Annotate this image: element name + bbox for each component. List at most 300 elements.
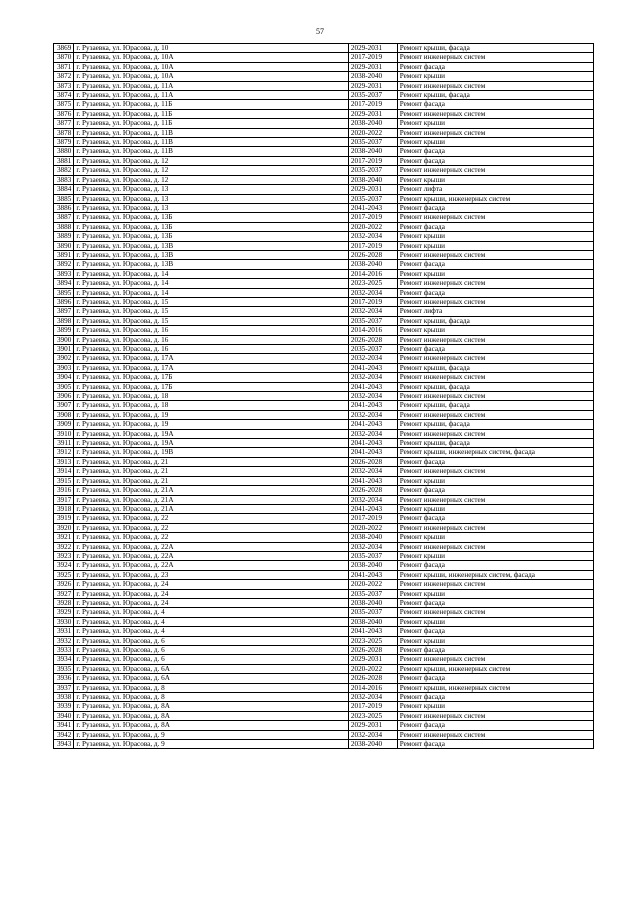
work-type-cell: Ремонт крыши, инженерных систем, фасада xyxy=(397,570,593,579)
period-cell: 2032-2034 xyxy=(348,730,397,739)
work-type-cell: Ремонт инженерных систем xyxy=(397,730,593,739)
row-number-cell: 3882 xyxy=(54,166,74,175)
period-cell: 2041-2043 xyxy=(348,504,397,513)
row-number-cell: 3916 xyxy=(54,486,74,495)
work-type-cell: Ремонт инженерных систем xyxy=(397,213,593,222)
table-row xyxy=(54,109,594,118)
work-type-cell: Ремонт инженерных систем xyxy=(397,81,593,90)
address-cell: г. Рузаевка, ул. Юрасова, д. 21 xyxy=(74,476,349,485)
period-cell: 2029-2031 xyxy=(348,81,397,90)
table-row xyxy=(54,683,594,692)
address-cell: г. Рузаевка, ул. Юрасова, д. 22 xyxy=(74,533,349,542)
work-type-cell: Ремонт крыши xyxy=(397,476,593,485)
row-number-cell: 3939 xyxy=(54,702,74,711)
period-cell: 2029-2031 xyxy=(348,721,397,730)
address-cell: г. Рузаевка, ул. Юрасова, д. 18 xyxy=(74,401,349,410)
period-cell: 2029-2031 xyxy=(348,44,397,53)
period-cell: 2041-2043 xyxy=(348,363,397,372)
work-type-cell: Ремонт фасада xyxy=(397,222,593,231)
work-type-cell: Ремонт крыши xyxy=(397,326,593,335)
work-type-cell: Ремонт инженерных систем xyxy=(397,166,593,175)
address-cell: г. Рузаевка, ул. Юрасова, д. 15 xyxy=(74,307,349,316)
address-cell: г. Рузаевка, ул. Юрасова, д. 12 xyxy=(74,156,349,165)
table-row xyxy=(54,467,594,476)
table-row xyxy=(54,326,594,335)
period-cell: 2023-2025 xyxy=(348,711,397,720)
table-row xyxy=(54,156,594,165)
address-cell: г. Рузаевка, ул. Юрасова, д. 15 xyxy=(74,297,349,306)
table-row xyxy=(54,580,594,589)
work-type-cell: Ремонт фасада xyxy=(397,627,593,636)
period-cell: 2032-2034 xyxy=(348,542,397,551)
row-number-cell: 3940 xyxy=(54,711,74,720)
address-cell: г. Рузаевка, ул. Юрасова, д. 13 xyxy=(74,203,349,212)
work-type-cell: Ремонт инженерных систем xyxy=(397,250,593,259)
row-number-cell: 3899 xyxy=(54,326,74,335)
row-number-cell: 3900 xyxy=(54,335,74,344)
address-cell: г. Рузаевка, ул. Юрасова, д. 13В xyxy=(74,250,349,259)
row-number-cell: 3881 xyxy=(54,156,74,165)
row-number-cell: 3875 xyxy=(54,100,74,109)
row-number-cell: 3912 xyxy=(54,448,74,457)
work-type-cell: Ремонт инженерных систем xyxy=(397,373,593,382)
work-type-cell: Ремонт крыши xyxy=(397,617,593,626)
address-cell: г. Рузаевка, ул. Юрасова, д. 16 xyxy=(74,326,349,335)
period-cell: 2017-2019 xyxy=(348,702,397,711)
row-number-cell: 3905 xyxy=(54,382,74,391)
row-number-cell: 3876 xyxy=(54,109,74,118)
address-cell: г. Рузаевка, ул. Юрасова, д. 14 xyxy=(74,288,349,297)
period-cell: 2023-2025 xyxy=(348,279,397,288)
row-number-cell: 3920 xyxy=(54,523,74,532)
table-row xyxy=(54,100,594,109)
address-cell: г. Рузаевка, ул. Юрасова, д. 11Б xyxy=(74,119,349,128)
row-number-cell: 3891 xyxy=(54,250,74,259)
row-number-cell: 3903 xyxy=(54,363,74,372)
row-number-cell: 3935 xyxy=(54,664,74,673)
work-type-cell: Ремонт инженерных систем xyxy=(397,711,593,720)
address-cell: г. Рузаевка, ул. Юрасова, д. 11В xyxy=(74,147,349,156)
work-type-cell: Ремонт фасада xyxy=(397,345,593,354)
row-number-cell: 3933 xyxy=(54,646,74,655)
work-type-cell: Ремонт крыши, фасада xyxy=(397,420,593,429)
address-cell: г. Рузаевка, ул. Юрасова, д. 13 xyxy=(74,194,349,203)
row-number-cell: 3887 xyxy=(54,213,74,222)
address-cell: г. Рузаевка, ул. Юрасова, д. 12 xyxy=(74,175,349,184)
work-type-cell: Ремонт фасада xyxy=(397,674,593,683)
table-row xyxy=(54,711,594,720)
table-row xyxy=(54,721,594,730)
work-type-cell: Ремонт инженерных систем xyxy=(397,495,593,504)
work-type-cell: Ремонт фасада xyxy=(397,598,593,607)
address-cell: г. Рузаевка, ул. Юрасова, д. 22А xyxy=(74,551,349,560)
table-row xyxy=(54,542,594,551)
row-number-cell: 3879 xyxy=(54,138,74,147)
work-type-cell: Ремонт инженерных систем xyxy=(397,410,593,419)
table-body xyxy=(54,44,594,749)
address-cell: г. Рузаевка, ул. Юрасова, д. 22А xyxy=(74,542,349,551)
row-number-cell: 3926 xyxy=(54,580,74,589)
period-cell: 2038-2040 xyxy=(348,598,397,607)
period-cell: 2038-2040 xyxy=(348,175,397,184)
address-cell: г. Рузаевка, ул. Юрасова, д. 6 xyxy=(74,636,349,645)
table-row xyxy=(54,401,594,410)
row-number-cell: 3874 xyxy=(54,91,74,100)
table-row xyxy=(54,420,594,429)
row-number-cell: 3919 xyxy=(54,514,74,523)
table-row xyxy=(54,523,594,532)
work-type-cell: Ремонт крыши, фасада xyxy=(397,382,593,391)
address-cell: г. Рузаевка, ул. Юрасова, д. 19А xyxy=(74,439,349,448)
address-cell: г. Рузаевка, ул. Юрасова, д. 19 xyxy=(74,410,349,419)
period-cell: 2038-2040 xyxy=(348,260,397,269)
row-number-cell: 3885 xyxy=(54,194,74,203)
address-cell: г. Рузаевка, ул. Юрасова, д. 21А xyxy=(74,495,349,504)
row-number-cell: 3884 xyxy=(54,185,74,194)
address-cell: г. Рузаевка, ул. Юрасова, д. 16 xyxy=(74,335,349,344)
address-cell: г. Рузаевка, ул. Юрасова, д. 4 xyxy=(74,627,349,636)
row-number-cell: 3889 xyxy=(54,232,74,241)
table-row xyxy=(54,646,594,655)
address-cell: г. Рузаевка, ул. Юрасова, д. 10 xyxy=(74,44,349,53)
table-row xyxy=(54,345,594,354)
work-type-cell: Ремонт фасада xyxy=(397,486,593,495)
table-row xyxy=(54,533,594,542)
table-row xyxy=(54,297,594,306)
address-cell: г. Рузаевка, ул. Юрасова, д. 6 xyxy=(74,646,349,655)
address-cell: г. Рузаевка, ул. Юрасова, д. 8 xyxy=(74,683,349,692)
work-type-cell: Ремонт лифта xyxy=(397,307,593,316)
address-cell: г. Рузаевка, ул. Юрасова, д. 10А xyxy=(74,72,349,81)
row-number-cell: 3893 xyxy=(54,269,74,278)
address-cell: г. Рузаевка, ул. Юрасова, д. 21 xyxy=(74,467,349,476)
work-type-cell: Ремонт фасада xyxy=(397,288,593,297)
address-cell: г. Рузаевка, ул. Юрасова, д. 24 xyxy=(74,580,349,589)
row-number-cell: 3909 xyxy=(54,420,74,429)
period-cell: 2017-2019 xyxy=(348,514,397,523)
row-number-cell: 3869 xyxy=(54,44,74,53)
period-cell: 2032-2034 xyxy=(348,429,397,438)
work-type-cell: Ремонт крыши, фасада xyxy=(397,44,593,53)
row-number-cell: 3918 xyxy=(54,504,74,513)
table-row xyxy=(54,354,594,363)
table-row xyxy=(54,72,594,81)
row-number-cell: 3921 xyxy=(54,533,74,542)
work-type-cell: Ремонт инженерных систем xyxy=(397,655,593,664)
row-number-cell: 3902 xyxy=(54,354,74,363)
table-row xyxy=(54,608,594,617)
address-cell: г. Рузаевка, ул. Юрасова, д. 11Б xyxy=(74,109,349,118)
row-number-cell: 3878 xyxy=(54,128,74,137)
row-number-cell: 3895 xyxy=(54,288,74,297)
table-row xyxy=(54,241,594,250)
row-number-cell: 3886 xyxy=(54,203,74,212)
work-type-cell: Ремонт фасада xyxy=(397,561,593,570)
table-row xyxy=(54,504,594,513)
period-cell: 2029-2031 xyxy=(348,62,397,71)
address-cell: г. Рузаевка, ул. Юрасова, д. 19 xyxy=(74,420,349,429)
address-cell: г. Рузаевка, ул. Юрасова, д. 14 xyxy=(74,269,349,278)
period-cell: 2026-2028 xyxy=(348,674,397,683)
row-number-cell: 3896 xyxy=(54,297,74,306)
period-cell: 2026-2028 xyxy=(348,457,397,466)
address-cell: г. Рузаевка, ул. Юрасова, д. 19В xyxy=(74,448,349,457)
period-cell: 2032-2034 xyxy=(348,495,397,504)
period-cell: 2032-2034 xyxy=(348,373,397,382)
work-type-cell: Ремонт инженерных систем xyxy=(397,580,593,589)
work-type-cell: Ремонт фасада xyxy=(397,740,593,749)
row-number-cell: 3910 xyxy=(54,429,74,438)
work-type-cell: Ремонт крыши xyxy=(397,232,593,241)
row-number-cell: 3877 xyxy=(54,119,74,128)
work-type-cell: Ремонт фасада xyxy=(397,457,593,466)
period-cell: 2032-2034 xyxy=(348,288,397,297)
work-type-cell: Ремонт инженерных систем xyxy=(397,429,593,438)
table-row xyxy=(54,91,594,100)
row-number-cell: 3890 xyxy=(54,241,74,250)
table-row xyxy=(54,269,594,278)
address-cell: г. Рузаевка, ул. Юрасова, д. 13Б xyxy=(74,222,349,231)
period-cell: 2035-2037 xyxy=(348,316,397,325)
work-type-cell: Ремонт крыши xyxy=(397,702,593,711)
period-cell: 2017-2019 xyxy=(348,297,397,306)
period-cell: 2041-2043 xyxy=(348,401,397,410)
work-type-cell: Ремонт инженерных систем xyxy=(397,335,593,344)
table-row xyxy=(54,674,594,683)
table-row xyxy=(54,81,594,90)
table-row xyxy=(54,476,594,485)
address-cell: г. Рузаевка, ул. Юрасова, д. 15 xyxy=(74,316,349,325)
period-cell: 2017-2019 xyxy=(348,100,397,109)
work-type-cell: Ремонт крыши xyxy=(397,241,593,250)
work-type-cell: Ремонт фасада xyxy=(397,260,593,269)
period-cell: 2017-2019 xyxy=(348,156,397,165)
table-row xyxy=(54,373,594,382)
period-cell: 2035-2037 xyxy=(348,91,397,100)
work-type-cell: Ремонт фасада xyxy=(397,62,593,71)
period-cell: 2029-2031 xyxy=(348,655,397,664)
period-cell: 2014-2016 xyxy=(348,326,397,335)
period-cell: 2038-2040 xyxy=(348,561,397,570)
row-number-cell: 3937 xyxy=(54,683,74,692)
address-cell: г. Рузаевка, ул. Юрасова, д. 22А xyxy=(74,561,349,570)
address-cell: г. Рузаевка, ул. Юрасова, д. 17Б xyxy=(74,373,349,382)
table-row xyxy=(54,128,594,137)
period-cell: 2038-2040 xyxy=(348,533,397,542)
work-type-cell: Ремонт инженерных систем xyxy=(397,297,593,306)
address-cell: г. Рузаевка, ул. Юрасова, д. 4 xyxy=(74,617,349,626)
period-cell: 2023-2025 xyxy=(348,636,397,645)
address-cell: г. Рузаевка, ул. Юрасова, д. 6А xyxy=(74,664,349,673)
address-cell: г. Рузаевка, ул. Юрасова, д. 17А xyxy=(74,363,349,372)
row-number-cell: 3914 xyxy=(54,467,74,476)
table-row xyxy=(54,693,594,702)
period-cell: 2032-2034 xyxy=(348,693,397,702)
table-row xyxy=(54,655,594,664)
period-cell: 2014-2016 xyxy=(348,683,397,692)
work-type-cell: Ремонт крыши xyxy=(397,119,593,128)
row-number-cell: 3929 xyxy=(54,608,74,617)
table-row xyxy=(54,392,594,401)
work-type-cell: Ремонт крыши, инженерных систем xyxy=(397,683,593,692)
row-number-cell: 3932 xyxy=(54,636,74,645)
table-row xyxy=(54,382,594,391)
row-number-cell: 3907 xyxy=(54,401,74,410)
address-cell: г. Рузаевка, ул. Юрасова, д. 21 xyxy=(74,457,349,466)
period-cell: 2020-2022 xyxy=(348,580,397,589)
address-cell: г. Рузаевка, ул. Юрасова, д. 8А xyxy=(74,711,349,720)
address-cell: г. Рузаевка, ул. Юрасова, д. 8А xyxy=(74,721,349,730)
row-number-cell: 3892 xyxy=(54,260,74,269)
table-row xyxy=(54,147,594,156)
period-cell: 2041-2043 xyxy=(348,627,397,636)
row-number-cell: 3894 xyxy=(54,279,74,288)
row-number-cell: 3925 xyxy=(54,570,74,579)
address-cell: г. Рузаевка, ул. Юрасова, д. 11А xyxy=(74,81,349,90)
row-number-cell: 3931 xyxy=(54,627,74,636)
period-cell: 2032-2034 xyxy=(348,354,397,363)
address-cell: г. Рузаевка, ул. Юрасова, д. 13 xyxy=(74,185,349,194)
table-row xyxy=(54,363,594,372)
work-type-cell: Ремонт инженерных систем xyxy=(397,542,593,551)
work-type-cell: Ремонт крыши xyxy=(397,533,593,542)
work-type-cell: Ремонт крыши, инженерных систем xyxy=(397,664,593,673)
table-row xyxy=(54,175,594,184)
period-cell: 2038-2040 xyxy=(348,119,397,128)
period-cell: 2035-2037 xyxy=(348,608,397,617)
address-cell: г. Рузаевка, ул. Юрасова, д. 23 xyxy=(74,570,349,579)
row-number-cell: 3898 xyxy=(54,316,74,325)
table-row xyxy=(54,232,594,241)
work-type-cell: Ремонт крыши, фасада xyxy=(397,439,593,448)
table-row xyxy=(54,138,594,147)
work-type-cell: Ремонт инженерных систем xyxy=(397,392,593,401)
row-number-cell: 3904 xyxy=(54,373,74,382)
period-cell: 2035-2037 xyxy=(348,589,397,598)
table-row xyxy=(54,598,594,607)
table-row xyxy=(54,194,594,203)
period-cell: 2035-2037 xyxy=(348,166,397,175)
page-number: 57 xyxy=(316,27,324,36)
work-type-cell: Ремонт инженерных систем xyxy=(397,523,593,532)
table-row xyxy=(54,495,594,504)
work-type-cell: Ремонт фасада xyxy=(397,156,593,165)
table-row xyxy=(54,203,594,212)
period-cell: 2038-2040 xyxy=(348,147,397,156)
address-cell: г. Рузаевка, ул. Юрасова, д. 10А xyxy=(74,62,349,71)
address-cell: г. Рузаевка, ул. Юрасова, д. 21А xyxy=(74,486,349,495)
row-number-cell: 3888 xyxy=(54,222,74,231)
address-cell: г. Рузаевка, ул. Юрасова, д. 17Б xyxy=(74,382,349,391)
work-type-cell: Ремонт инженерных систем xyxy=(397,354,593,363)
table-row xyxy=(54,664,594,673)
table-row xyxy=(54,627,594,636)
work-type-cell: Ремонт крыши xyxy=(397,636,593,645)
address-cell: г. Рузаевка, ул. Юрасова, д. 6А xyxy=(74,674,349,683)
row-number-cell: 3941 xyxy=(54,721,74,730)
work-type-cell: Ремонт крыши xyxy=(397,269,593,278)
table-row xyxy=(54,279,594,288)
work-type-cell: Ремонт инженерных систем xyxy=(397,53,593,62)
table-row xyxy=(54,740,594,749)
table-row xyxy=(54,335,594,344)
table-row xyxy=(54,636,594,645)
table-row xyxy=(54,53,594,62)
table-row xyxy=(54,213,594,222)
work-type-cell: Ремонт инженерных систем xyxy=(397,467,593,476)
address-cell: г. Рузаевка, ул. Юрасова, д. 22 xyxy=(74,523,349,532)
table-row xyxy=(54,316,594,325)
address-cell: г. Рузаевка, ул. Юрасова, д. 19А xyxy=(74,429,349,438)
row-number-cell: 3883 xyxy=(54,175,74,184)
period-cell: 2038-2040 xyxy=(348,740,397,749)
address-cell: г. Рузаевка, ул. Юрасова, д. 13Б xyxy=(74,213,349,222)
period-cell: 2020-2022 xyxy=(348,664,397,673)
table-row xyxy=(54,439,594,448)
period-cell: 2035-2037 xyxy=(348,551,397,560)
address-cell: г. Рузаевка, ул. Юрасова, д. 11В xyxy=(74,128,349,137)
period-cell: 2035-2037 xyxy=(348,138,397,147)
row-number-cell: 3872 xyxy=(54,72,74,81)
period-cell: 2026-2028 xyxy=(348,486,397,495)
table-row xyxy=(54,222,594,231)
period-cell: 2041-2043 xyxy=(348,476,397,485)
row-number-cell: 3924 xyxy=(54,561,74,570)
table-row xyxy=(54,410,594,419)
work-type-cell: Ремонт фасада xyxy=(397,147,593,156)
period-cell: 2026-2028 xyxy=(348,646,397,655)
row-number-cell: 3906 xyxy=(54,392,74,401)
work-type-cell: Ремонт крыши xyxy=(397,504,593,513)
row-number-cell: 3880 xyxy=(54,147,74,156)
work-type-cell: Ремонт фасада xyxy=(397,514,593,523)
table-row xyxy=(54,44,594,53)
address-cell: г. Рузаевка, ул. Юрасова, д. 22 xyxy=(74,514,349,523)
row-number-cell: 3871 xyxy=(54,62,74,71)
address-cell: г. Рузаевка, ул. Юрасова, д. 6 xyxy=(74,655,349,664)
period-cell: 2032-2034 xyxy=(348,307,397,316)
period-cell: 2017-2019 xyxy=(348,53,397,62)
address-cell: г. Рузаевка, ул. Юрасова, д. 21А xyxy=(74,504,349,513)
table-row xyxy=(54,288,594,297)
table-row xyxy=(54,260,594,269)
row-number-cell: 3923 xyxy=(54,551,74,560)
work-type-cell: Ремонт фасада xyxy=(397,721,593,730)
address-cell: г. Рузаевка, ул. Юрасова, д. 13В xyxy=(74,241,349,250)
table-row xyxy=(54,62,594,71)
row-number-cell: 3928 xyxy=(54,598,74,607)
work-type-cell: Ремонт крыши xyxy=(397,138,593,147)
address-cell: г. Рузаевка, ул. Юрасова, д. 11А xyxy=(74,91,349,100)
address-cell: г. Рузаевка, ул. Юрасова, д. 4 xyxy=(74,608,349,617)
work-type-cell: Ремонт фасада xyxy=(397,100,593,109)
table-row xyxy=(54,486,594,495)
work-type-cell: Ремонт инженерных систем xyxy=(397,279,593,288)
table-row xyxy=(54,307,594,316)
period-cell: 2038-2040 xyxy=(348,72,397,81)
address-cell: г. Рузаевка, ул. Юрасова, д. 16 xyxy=(74,345,349,354)
period-cell: 2035-2037 xyxy=(348,194,397,203)
table-row xyxy=(54,730,594,739)
period-cell: 2041-2043 xyxy=(348,439,397,448)
address-cell: г. Рузаевка, ул. Юрасова, д. 24 xyxy=(74,589,349,598)
row-number-cell: 3913 xyxy=(54,457,74,466)
row-number-cell: 3917 xyxy=(54,495,74,504)
address-cell: г. Рузаевка, ул. Юрасова, д. 11В xyxy=(74,138,349,147)
work-type-cell: Ремонт инженерных систем xyxy=(397,128,593,137)
address-cell: г. Рузаевка, ул. Юрасова, д. 10А xyxy=(74,53,349,62)
table-row xyxy=(54,119,594,128)
